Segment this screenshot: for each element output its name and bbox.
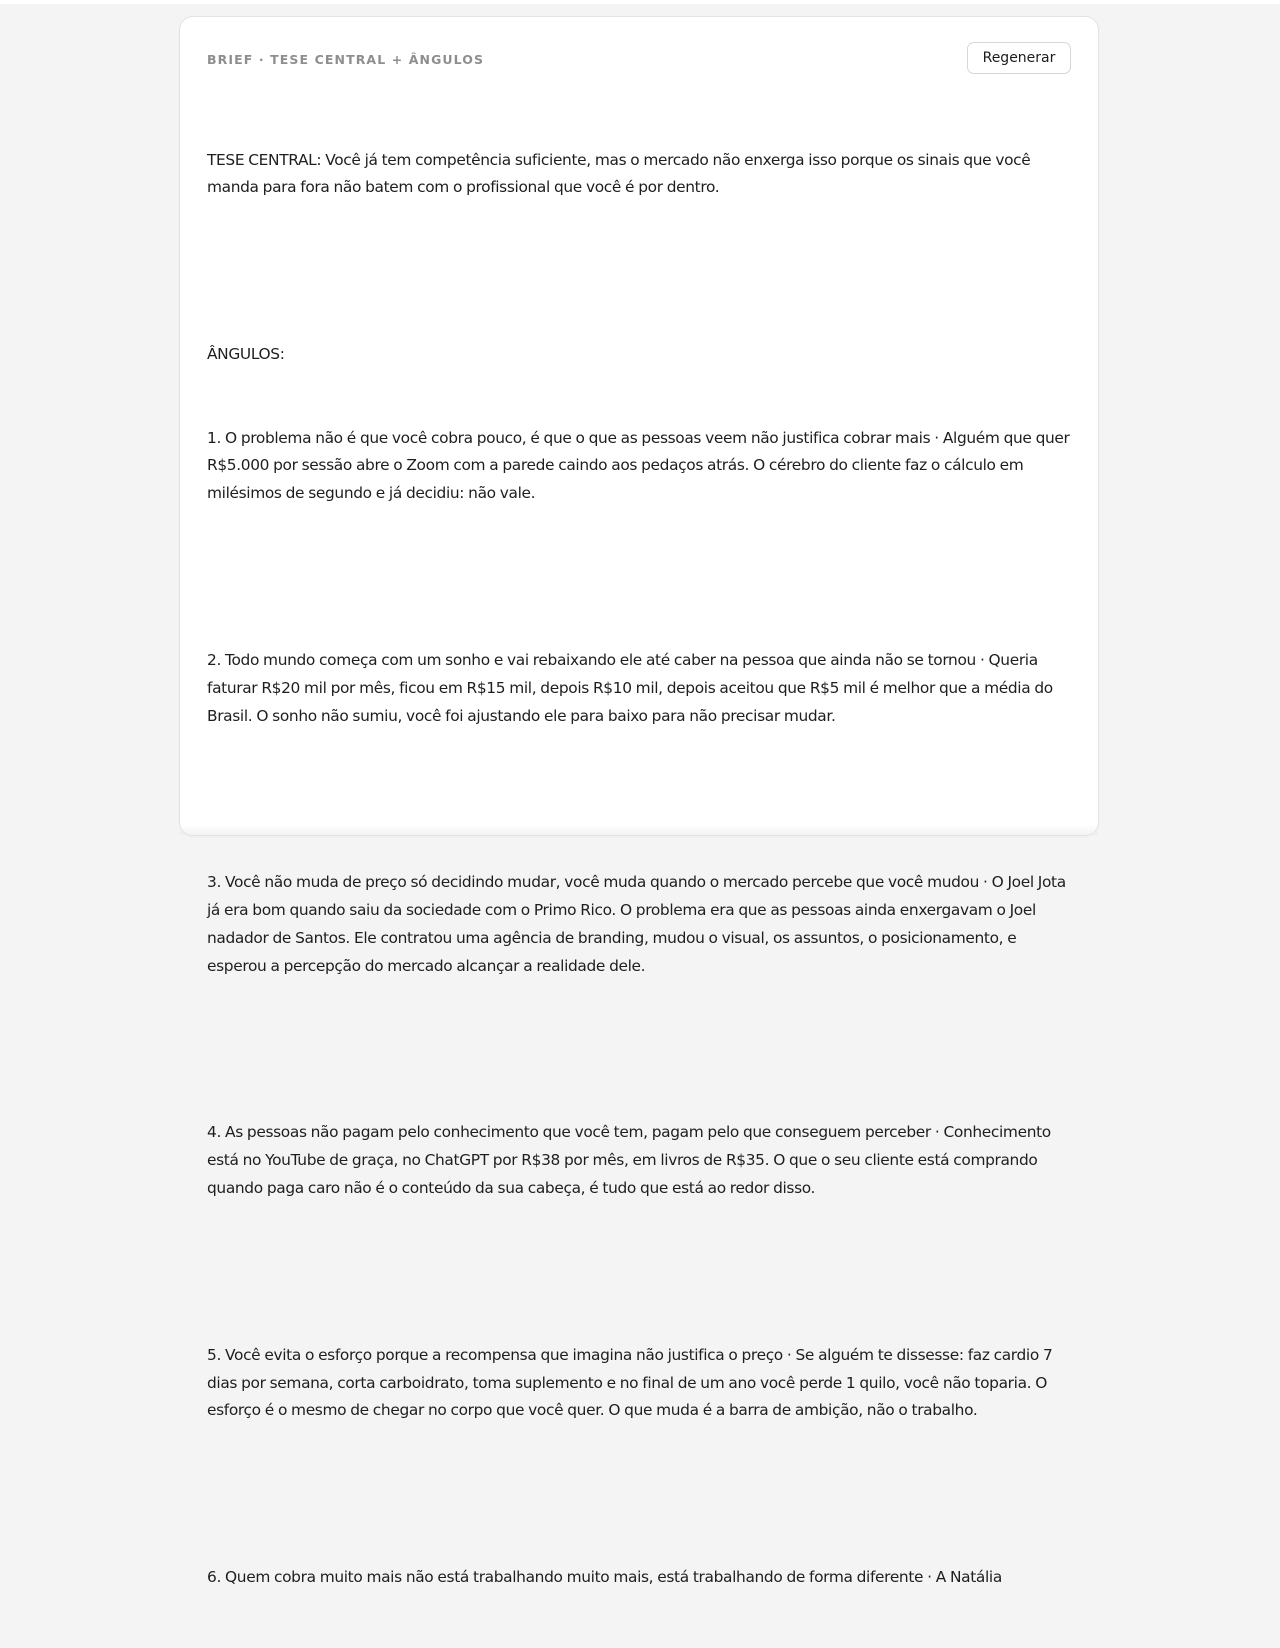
angle-item-5: 5. Você evita o esforço porque a recompensa que imagina não justifica o preço · Se alguém te dissesse: faz cardio 7 dias por semana, corta carboidrato, toma suplemento e no final de um ano você perde 1 quilo, você não toparia. O esforço é o mesmo de chegar no corpo que você quer. O que muda é a barra de ambição, não o trabalho. [207, 1345, 1057, 1420]
angle-item-1: 1. O problema não é que você cobra pouco, é que o que as pessoas veem não justifica cobrar mais · Alguém que quer R$5.000 por sessão abre o Zoom com a parede caindo aos pedaços atrás. O cérebro do cliente faz o cálculo em milésimos de segundo e já decidiu: não vale. [207, 428, 1074, 503]
spacer [207, 786, 1075, 814]
spacer [207, 1258, 1075, 1286]
spacer [207, 258, 1075, 286]
angle-item-3: 3. Você não muda de preço só decidindo mudar, você muda quando o mercado percebe que você mudou · O Joel Jota já era bom quando saiu da sociedade com o Primo Rico. O problema era que as pessoas ainda enxergavam o Joel nadador de Santos. Ele contratou uma agência de branding, mudou o visual, os assuntos, o posicionamento, e esperou a percepção do mercado alcançar a realidade dele. [207, 873, 1070, 975]
central-thesis: TESE CENTRAL: Você já tem competência suficiente, mas o mercado não enxerga isso porque os sinais que você manda para fora não batem com o profissional que você é por dentro. [207, 150, 1035, 197]
brief-content [207, 91, 1075, 1648]
card-title: BRIEF · TESE CENTRAL + ÂNGULOS [207, 52, 485, 67]
angles-heading: ÂNGULOS: [207, 345, 285, 364]
card-header [207, 42, 1071, 76]
spacer [207, 1481, 1075, 1509]
top-band [0, 0, 1280, 4]
angle-item-2: 2. Todo mundo começa com um sonho e vai rebaixando ele até caber na pessoa que ainda não se tornou · Queria faturar R$20 mil por mês, ficou em R$15 mil, depois R$10 mil, depois aceitou que R$5 mil é melhor que a média do Brasil. O sonho não sumiu, você foi ajustando ele para baixo para não precisar mudar. [207, 650, 1057, 725]
angle-item-4: 4. As pessoas não pagam pelo conhecimento que você tem, pagam pelo que conseguem perceber · Conhecimento está no YouTube de graça, no ChatGPT por R$38 por mês, em livros de R$35. O que o seu cliente está comprando quando paga caro não é o conteúdo da sua cabeça, é tudo que está ao redor disso. [207, 1123, 1055, 1198]
spacer [207, 564, 1075, 592]
spacer [207, 1036, 1075, 1064]
brief-card [179, 16, 1099, 1587]
regenerate-button[interactable]: Regenerar [967, 42, 1071, 74]
angle-item-6: 6. Quem cobra muito mais não está trabalhando muito mais, está trabalhando de forma diferente · A Natália [207, 1568, 1002, 1587]
